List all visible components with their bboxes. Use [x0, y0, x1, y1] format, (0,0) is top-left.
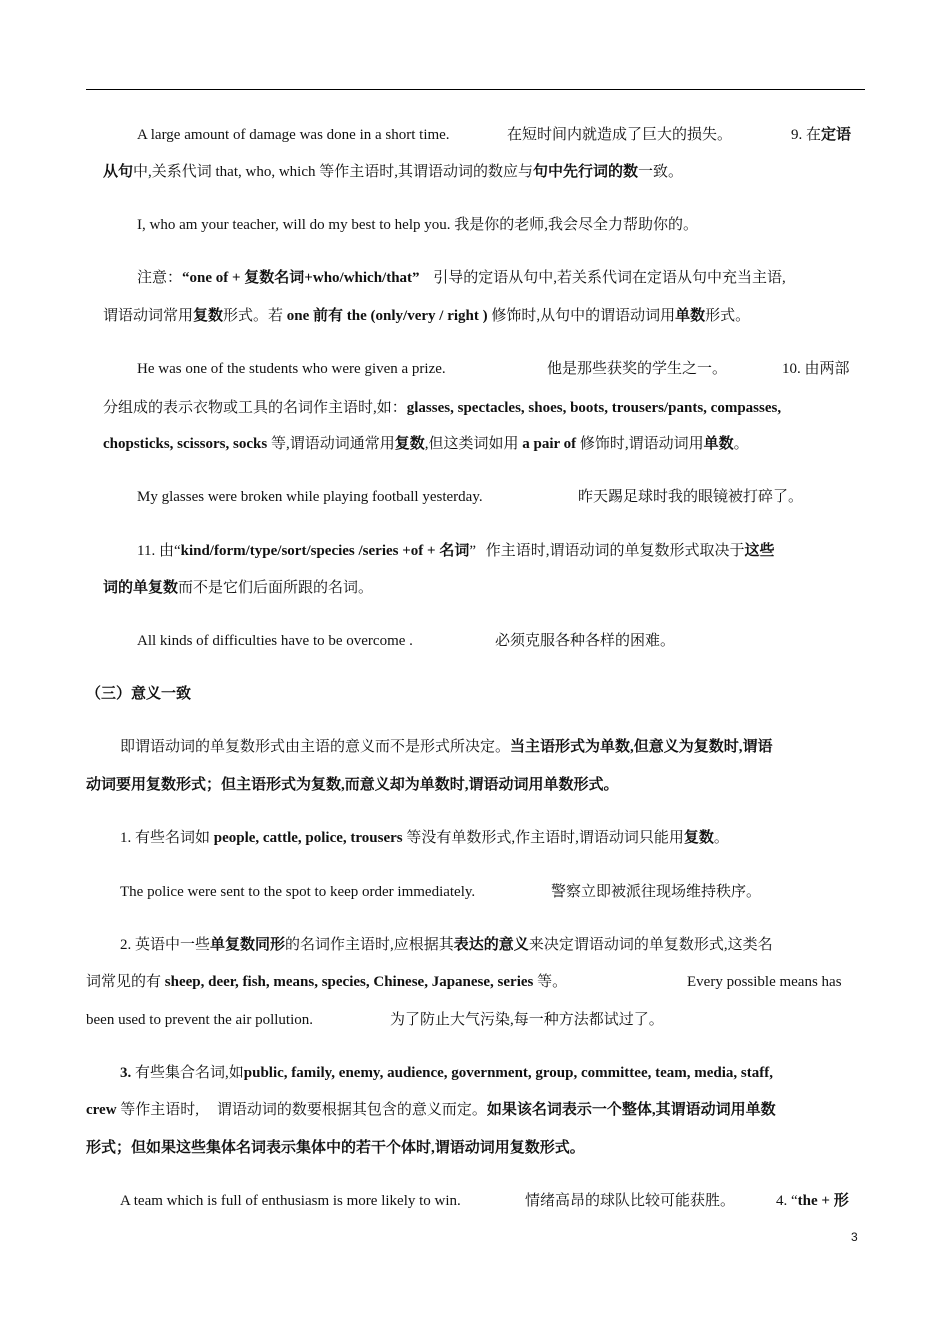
item-10-line-1: 分组成的表示衣物或工具的名词作主语时,如：glasses, spectacles, shoes, boots, trousers/pants, compasses, [103, 400, 782, 416]
item-3-line-1: 3. 有些集合名词,如public, family, enemy, audience, government, group, committee, team, media, staff, [120, 1065, 773, 1081]
note-line-1: 注意：“one of + 复数名词+who/which/that” 引导的定语从句中,若关系代词在定语从句中充当主语, [137, 270, 786, 286]
item-4-start: 4. “the + 形 [776, 1193, 849, 1209]
example-means-translation [390, 1010, 664, 1030]
example-english: A team which is full of enthusiasm is more likely to win. [120, 1193, 461, 1209]
item-11-line-1: 11. 由“kind/form/type/sort/species /series +of + 名词” 作主语时,谓语动词的单复数形式取决于这些 [137, 543, 775, 559]
section-title: （三）意义一致 [86, 686, 192, 702]
example-team-translation [525, 1191, 735, 1211]
example-glasses [137, 487, 483, 507]
example-chinese: 必须克服各种各样的困难。 [495, 633, 676, 649]
example-english: My glasses were broken while playing football yesterday. [137, 489, 483, 505]
item-10-line-2: chopsticks, scissors, socks 等,谓语动词通常用复数,但这类词如用 a pair of 修饰时,谓语动词用单数。 [103, 436, 749, 452]
example-chinese: 我是你的老师,我会尽全力帮助你的。 [454, 217, 699, 233]
example-one-of-translation [547, 359, 727, 379]
example-english: I, who am your teacher, will do my best to help you. [137, 217, 451, 233]
example-chinese: 在短时间内就造成了巨大的损失。 [507, 127, 733, 143]
section-intro-line-2: 动词要用复数形式；但主语形式为复数,而意义却为单数时,谓语动词用单数形式。 [86, 777, 619, 793]
item-3-line-2: crew 等作主语时, 谓语动词的数要根据其包含的意义而定。如果该名词表示一个整体,其谓语动词用单数 [86, 1102, 776, 1118]
item-10-start: 10. 由两部 [782, 361, 850, 377]
item-number: 9. [791, 127, 803, 143]
example-chinese: 他是那些获奖的学生之一。 [547, 361, 728, 377]
header-rule [86, 89, 865, 90]
item-11-line-2: 词的单复数而不是它们后面所跟的名词。 [103, 580, 374, 596]
item-2-line-1: 2. 英语中一些单复数同形的名词作主语时,应根据其表达的意义来决定谓语动词的单复数形式,这类名 [120, 937, 773, 953]
item-1: 1. 有些名词如 people, cattle, police, trousers 等没有单数形式,作主语时,谓语动词只能用复数。 [120, 830, 729, 846]
example-kinds-translation [495, 631, 675, 651]
example-means-end [86, 1010, 313, 1030]
example-chinese: 警察立即被派往现场维持秩序。 [551, 884, 762, 900]
example-9-sentence [137, 125, 450, 145]
example-kinds [137, 631, 413, 651]
item-9-start: 9. 在定语 [791, 127, 852, 143]
example-9-translation [507, 125, 732, 145]
example-english: been used to prevent the air pollution. [86, 1012, 314, 1028]
example-police-translation [551, 882, 761, 902]
example-chinese: 情绪高昂的球队比较可能获胜。 [525, 1193, 736, 1209]
example-police [120, 882, 475, 902]
item-2-line-2: 词常见的有 sheep, deer, fish, means, species, Chinese, Japanese, series 等。 [86, 974, 568, 990]
section-intro-line-1: 即谓语动词的单复数形式由主语的意义而不是形式所决定。当主语形式为单数,但意义为复数时,谓语 [120, 739, 773, 755]
example-english: The police were sent to the spot to keep order immediately. [120, 884, 476, 900]
example-relative-clause [137, 215, 698, 235]
example-english: A large amount of damage was done in a short time. [137, 127, 450, 143]
example-english: Every possible means has [687, 974, 842, 990]
example-english: All kinds of difficulties have to be overcome . [137, 633, 413, 649]
example-glasses-translation [578, 487, 803, 507]
example-one-of [137, 359, 446, 379]
item-9-rule: 从句中,关系代词 that, who, which 等作主语时,其谓语动词的数应与句中先行词的数一致。 [103, 164, 684, 180]
example-chinese: 为了防止大气污染,每一种方法都试过了。 [390, 1012, 664, 1028]
note-line-2: 谓语动词常用复数形式。若 one 前有 the (only/very / right ) 修饰时,从句中的谓语动词用单数形式。 [103, 308, 751, 324]
page-number: 3 [851, 1230, 858, 1244]
item-3-line-3: 形式；但如果这些集体名词表示集体中的若干个体时,谓语动词用复数形式。 [86, 1140, 585, 1156]
example-means-start [687, 972, 842, 992]
example-chinese: 昨天踢足球时我的眼镜被打碎了。 [578, 489, 804, 505]
example-english: He was one of the students who were given a prize. [137, 361, 446, 377]
example-team [120, 1191, 461, 1211]
